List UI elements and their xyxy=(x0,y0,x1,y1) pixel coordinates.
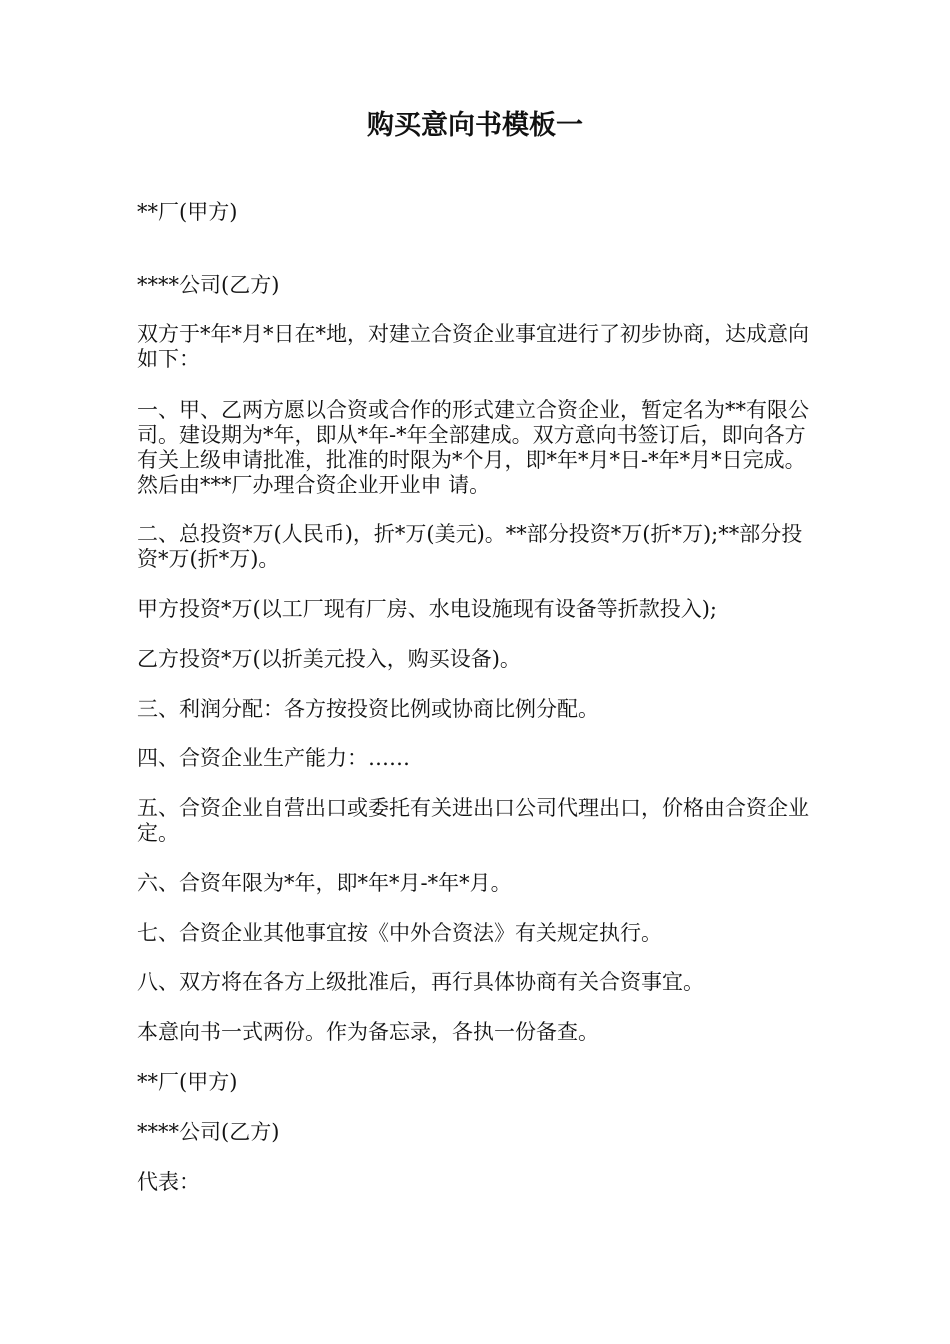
party-b-header: ****公司(乙方) xyxy=(137,273,280,297)
document-title: 购买意向书模板一 xyxy=(367,110,583,141)
signature-party-a: **厂(甲方) xyxy=(137,1070,238,1094)
clause-2: 二、总投资*万(人民币)，折*万(美元)。**部分投资*万(折*万);**部分投资*万(折*万)。 xyxy=(137,522,803,571)
copies-note: 本意向书一式两份。作为备忘录，各执一份备查。 xyxy=(137,1020,599,1044)
clause-5: 五、合资企业自营出口或委托有关进出口公司代理出口，价格由合资企业定。 xyxy=(137,796,809,845)
clause-1: 一、甲、乙两方愿以合资或合作的形式建立合资企业，暂定名为**有限公司。建设期为*年，即从*年-*年全部建成。双方意向书签订后，即向各方有关上级申请批准，批准的时限为*个月，即*年*月*日-*年*月*日完成。然后由***厂办理合资企业开业申 请。 xyxy=(137,398,809,497)
clause-4: 四、合资企业生产能力：…… xyxy=(137,746,410,770)
representative-label: 代表： xyxy=(137,1170,200,1194)
clause-7: 七、合资企业其他事宜按《中外合资法》有关规定执行。 xyxy=(137,921,662,945)
clause-8: 八、双方将在各方上级批准后，再行具体协商有关合资事宜。 xyxy=(137,970,704,994)
party-a-header: **厂(甲方) xyxy=(137,200,238,224)
intro-paragraph: 双方于*年*月*日在*地，对建立合资企业事宜进行了初步协商，达成意向如下： xyxy=(137,322,809,371)
party-b-investment: 乙方投资*万(以折美元投入，购买设备)。 xyxy=(137,647,521,671)
clause-3: 三、利润分配：各方按投资比例或协商比例分配。 xyxy=(137,697,599,721)
party-a-investment: 甲方投资*万(以工厂现有厂房、水电设施现有设备等折款投入); xyxy=(137,597,717,621)
clause-6: 六、合资年限为*年，即*年*月-*年*月。 xyxy=(137,871,512,895)
signature-party-b: ****公司(乙方) xyxy=(137,1120,280,1144)
